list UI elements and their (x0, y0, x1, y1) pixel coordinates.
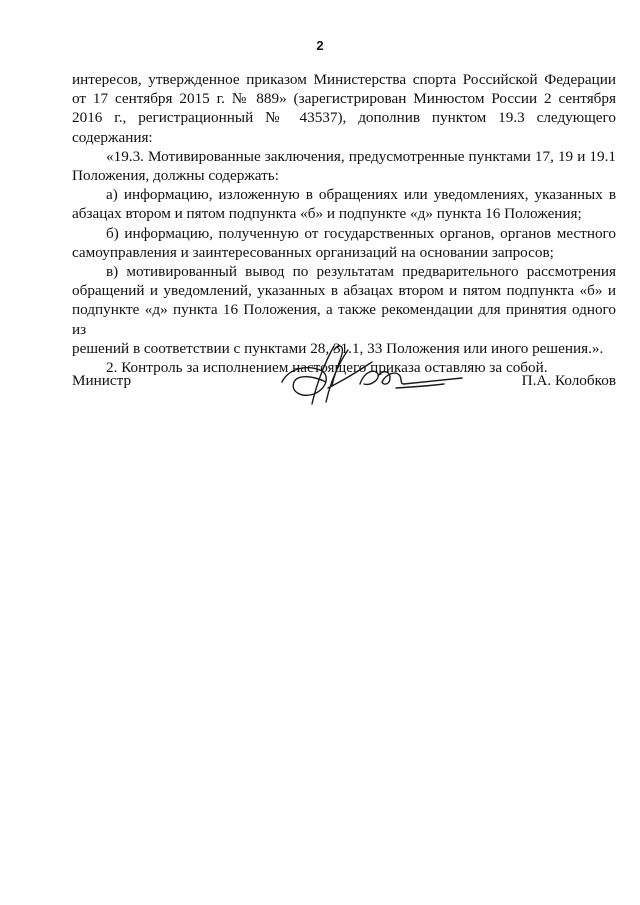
text-line: 2016 г., регистрационный № 43537), дополнив пунктом 19.3 следующего содержания: (72, 109, 616, 146)
text-line: «19.3. Мотивированные заключения, предусмотренные пунктами 17, 19 и 19.1 (106, 147, 616, 165)
handwritten-signature (268, 340, 468, 412)
text-line: Положения, должны содержать: (72, 167, 279, 185)
page-number: 2 (316, 38, 324, 53)
text-line: решений в соответствии с пунктами 28, 31.1, 33 Положения или иного решения.». (72, 339, 604, 357)
signatory-name: П.А. Колобков (521, 372, 616, 389)
text-line: интересов, утвержденное приказом Министерства спорта Российской Федерации (72, 71, 616, 88)
text-line: подпункте «д» пункта 16 Положения, а также рекомендации для принятия одного из (72, 301, 616, 338)
text-line: абзацах втором и пятом подпункта «б» и подпункте «д» пункта 16 Положения; (72, 205, 582, 223)
text-line: обращений и уведомлений, указанных в абзацах втором и пятом подпункта «б» и (72, 282, 616, 300)
text-line: а) информацию, изложенную в обращениях или уведомлениях, указанных в (106, 186, 616, 204)
signatory-role: Министр (72, 372, 132, 389)
text-line: б) информацию, полученную от государственных органов, органов местного (106, 224, 616, 242)
text-line: 2. Контроль за исполнением настоящего приказа оставляю за собой. (106, 359, 548, 377)
text-line: в) мотивированный вывод по результатам предварительного рассмотрения (106, 263, 616, 281)
text-line: самоуправления и заинтересованных организаций на основании запросов; (72, 243, 554, 261)
signature-block (72, 366, 616, 426)
text-line: от 17 сентября 2015 г. № 889» (зарегистрирован Минюстом России 2 сентября (72, 90, 616, 108)
document-body (72, 70, 616, 377)
